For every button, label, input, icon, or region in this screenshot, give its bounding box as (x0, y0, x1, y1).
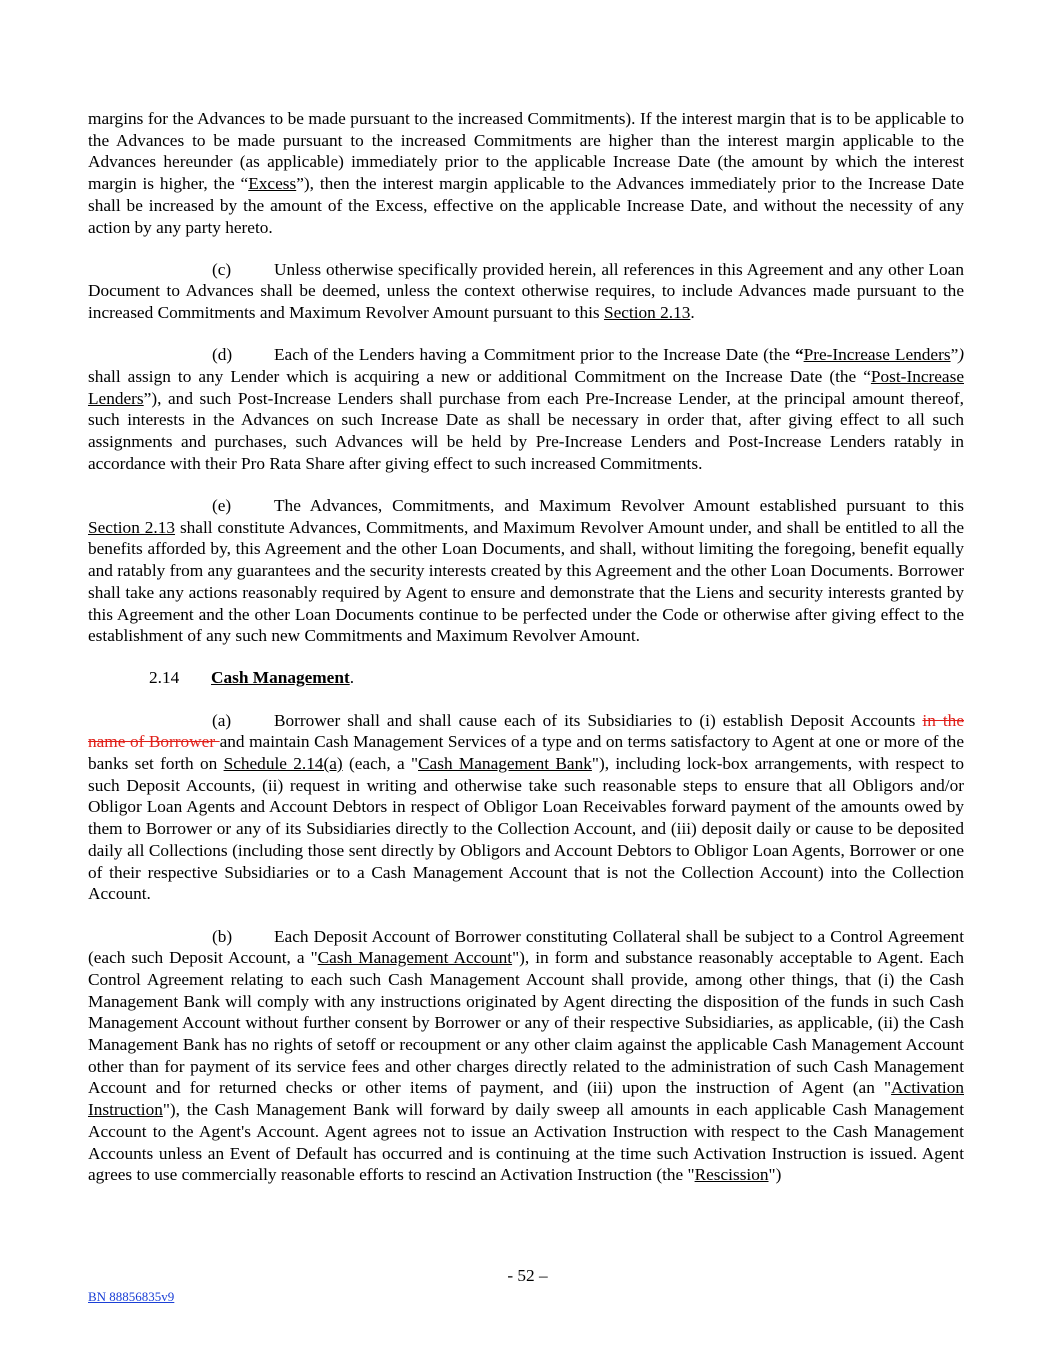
page-number: - 52 – (507, 1266, 548, 1285)
deleted-text: in the name of Borrower (88, 710, 964, 752)
defined-term-excess: Excess (248, 174, 297, 194)
defined-term-cash-management-account: Cash Management Account (317, 948, 513, 968)
defined-term-cash-management-bank: Cash Management Bank (418, 754, 592, 774)
paragraph-a: (a) Borrower shall and shall cause each of its Subsidiaries to (i) establish Deposit Accounts in the name of Borrower and maintain Cash Management Services of a type and on terms satisfactory to Agent at one or more of the banks set forth on Schedule 2.14(a) (each, a "Cash Management Bank"), including lock-box arrangements, with respect to such Deposit Accounts, (ii) request in writing and otherwise take such reasonable steps to ensure that all Obligors and/or Obligor Loan Agents and Account Debtors in respect of Obligor Loan Receivables forward payment of the amounts owed by them to Borrower or any of its Subsidiaries directly to the Collection Account, and (iii) deposit daily or cause to be deposited daily all Collections (including those sent directly by Obligors and Account Debtors to Obligor Loan Agents, Borrower or one of their respective Subsidiaries or to a Cash Management Account that is not the Collection Account) into the Collection Account. (88, 710, 965, 904)
paragraph-label: (b) (212, 926, 233, 946)
paragraph-label: (d) (212, 345, 233, 365)
section-reference: Section 2.13 (603, 303, 691, 323)
paragraph-e: (e) The Advances, Commitments, and Maximum Revolver Amount established pursuant to this Section 2.13 shall constitute Advances, Commitments, and Maximum Revolver Amount under, and shall be entitled to all the benefits afforded by, this Agreement and the other Loan Documents, and shall, without limiting the foregoing, benefit equally and ratably from any guarantees and the security interests created by this Agreement and the other Loan Documents. Borrower shall take any actions reasonably required by Agent to ensure and demonstrate that the Liens and security interests granted by this Agreement and the other Loan Documents continue to be perfected under the Code or otherwise after giving effect to the establishment of any such new Commitments and Maximum Revolver Amount. (88, 496, 964, 646)
paragraph-label: (c) (212, 259, 232, 279)
paragraph-label: (e) (212, 496, 232, 516)
document-body (88, 108, 964, 1186)
paragraph-intro: margins for the Advances to be made pursuant to the increased Commitments). If the interest margin that is to be applicable to the Advances to be made pursuant to the increased Commitments are higher than the interest margin applicable to the Advances hereunder (as applicable) immediately prior to the applicable Increase Date (the amount by which the interest margin is higher, the “Excess”), then the interest margin applicable to the Advances immediately prior to the Increase Date shall be increased by the amount of the Excess, effective on the applicable Increase Date, and without the necessity of any action by any party hereto. (88, 109, 964, 237)
defined-term-pre-increase-lenders: Pre-Increase Lenders (803, 345, 951, 365)
paragraph-d: (d) Each of the Lenders having a Commitment prior to the Increase Date (the “Pre-Increase Lenders”) shall assign to any Lender which is acquiring a new or additional Commitment on the Increase Date (the “Post-Increase Lenders”), and such Post-Increase Lenders shall purchase from each Pre-Increase Lender, at the principal amount thereof, such interests in the Advances on such Increase Date as shall be necessary in order that, after giving effect to all such assignments and purchases, such Advances will be held by Pre-Increase Lenders and Post-Increase Lenders ratably in accordance with their Pro Rata Share after giving effect to such increased Commitments. (88, 345, 964, 473)
defined-term-rescission: Rescission (694, 1165, 769, 1185)
defined-term-post-increase-lenders: Post-Increase Lenders (88, 367, 964, 408)
document-id-link[interactable]: BN 88856835v9 (88, 1289, 175, 1304)
paragraph-label: (a) (212, 710, 232, 730)
schedule-reference: Schedule 2.14(a) (223, 754, 343, 774)
section-title: Cash Management (211, 668, 350, 688)
defined-term-activation-instruction: Activation Instruction (88, 1078, 964, 1120)
paragraph-c: (c) Unless otherwise specifically provided herein, all references in this Agreement and any other Loan Document to Advances shall be deemed, unless the context otherwise requires, to include Advances made pursuant to the increased Commitments and Maximum Revolver Amount pursuant to this Section 2.13. (88, 259, 964, 323)
section-number: 2.14 (149, 668, 180, 688)
section-reference: Section 2.13 (88, 517, 176, 537)
paragraph-b: (b) Each Deposit Account of Borrower constituting Collateral shall be subject to a Control Agreement (each such Deposit Account, a "Cash Management Account"), in form and substance reasonably acceptable to Agent. Each Control Agreement relating to each such Cash Management Account shall provide, among other things, that (i) the Cash Management Bank will comply with any instructions originated by Agent directing the disposition of the funds in such Cash Management Account without further consent by Borrower or any of their respective Subsidiaries, as applicable, (ii) the Cash Management Bank has no rights of setoff or recoupment or any other claim against the applicable Cash Management Account other than for payment of its service fees and other charges directly related to the administration of such Cash Management Account and for returned checks or other items of payment, and (iii) upon the instruction of Agent (an "Activation Instruction"), the Cash Management Bank will forward by daily sweep all amounts in each applicable Cash Management Account to the Agent's Account. Agent agrees not to issue an Activation Instruction with respect to the Cash Management Accounts unless an Event of Default has occurred and is continuing at the time such Activation Instruction is issued. Agent agrees to use commercially reasonable efforts to rescind an Activation Instruction (the "Rescission") (88, 926, 964, 1185)
section-heading: 2.14 Cash Management. (149, 668, 355, 688)
